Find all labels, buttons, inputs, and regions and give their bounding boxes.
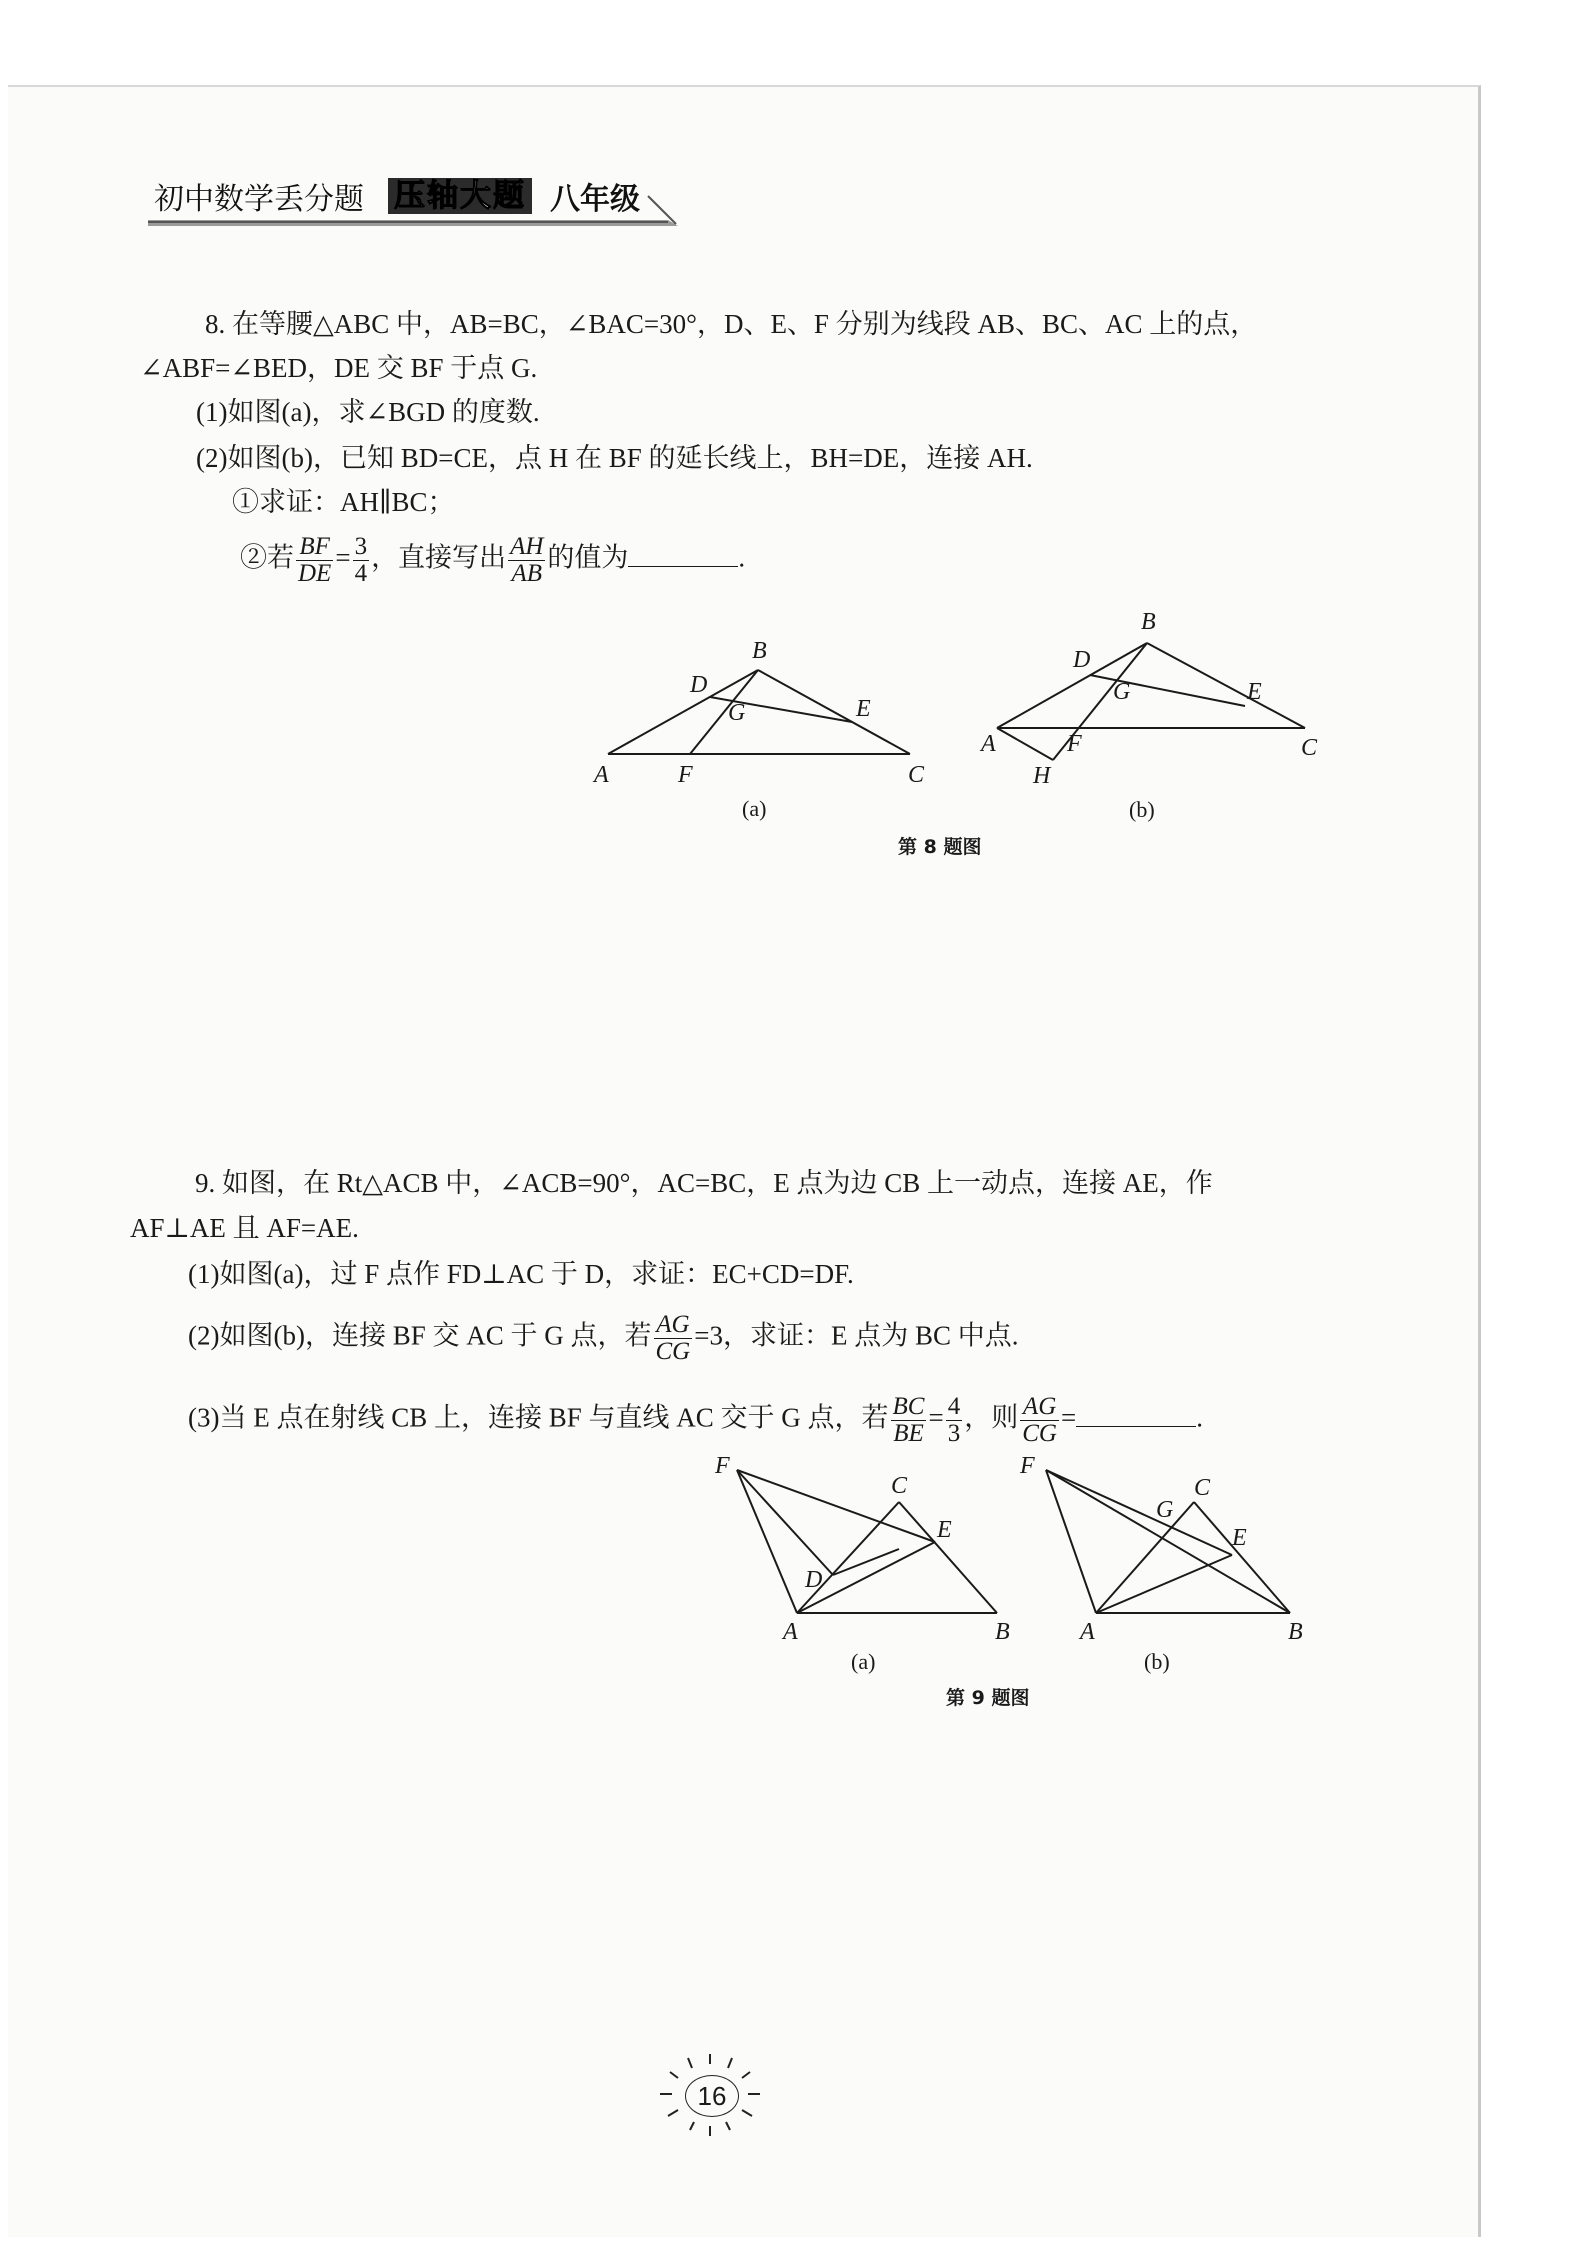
q9b-label-f: F xyxy=(1020,1453,1035,1479)
q9-line1: 9. 如图，在 Rt△ACB 中，∠ACB=90°，AC=BC，E 点为边 CB 上一动点，连接 AE，作 xyxy=(195,1168,1213,1198)
q8a-label-e: E xyxy=(856,696,871,722)
fraction-numerator: AG xyxy=(654,1312,693,1339)
q9-part3-prefix: (3)当 E 点在射线 CB 上，连接 BF 与直线 AC 交于 G 点，若 xyxy=(188,1402,889,1433)
fraction-ag-cg-2 xyxy=(1020,1394,1059,1447)
q8a-label-a: A xyxy=(594,762,609,788)
q8b-label-b: B xyxy=(1141,609,1156,635)
q8b-label-f: F xyxy=(1067,731,1082,757)
header-series-title: 初中数学丢分题 xyxy=(154,182,364,217)
q8b-label-a: A xyxy=(981,731,996,757)
q9-figure-a-diagram xyxy=(715,1455,1015,1675)
q9b-label-c: C xyxy=(1194,1475,1211,1501)
fraction-denominator: BE xyxy=(893,1420,924,1447)
q8-part2: (2)如图(b)，已知 BD=CE，点 H 在 BF 的延长线上，BH=DE，连接 AH. xyxy=(196,443,1033,473)
q9b-label-g: G xyxy=(1156,1497,1174,1523)
q8a-label-f: F xyxy=(678,762,693,788)
q8-line1: 8. 在等腰△ABC 中，AB=BC，∠BAC=30°，D、E、F 分别为线段 AB、BC、AC 上的点， xyxy=(205,309,1258,339)
page-number: 16 xyxy=(685,2075,739,2117)
fraction-4-3 xyxy=(946,1394,963,1447)
fraction-numerator: BF xyxy=(296,534,333,561)
q9a-caption: (a) xyxy=(851,1649,876,1674)
q9-part3-mid: ，则 xyxy=(964,1402,1019,1433)
q9a-label-f: F xyxy=(715,1453,730,1479)
fraction-bf-de xyxy=(296,534,333,587)
q9-part2-suffix: =3，求证：E 点为 BC 中点. xyxy=(694,1320,1019,1351)
fraction-denominator: 4 xyxy=(354,560,368,587)
fraction-3-4 xyxy=(353,534,370,587)
fraction-numerator: 4 xyxy=(947,1393,961,1420)
q8-part2b-end: . xyxy=(738,542,746,573)
q9-figure-a xyxy=(715,1455,1015,1680)
q9-part2 xyxy=(188,1312,1018,1365)
q9a-label-b: B xyxy=(995,1619,1010,1645)
q9b-label-b: B xyxy=(1288,1619,1303,1645)
q8b-label-h: H xyxy=(1033,763,1051,789)
q8a-label-d: D xyxy=(690,672,708,698)
equals-sign: = xyxy=(1060,1402,1077,1433)
fraction-denominator: CG xyxy=(655,1338,691,1365)
fraction-numerator: AG xyxy=(1020,1394,1059,1421)
q8-figure-a xyxy=(590,630,930,835)
header-grade: 八年级 xyxy=(550,182,640,217)
q9b-label-a: A xyxy=(1080,1619,1095,1645)
q9a-label-e: E xyxy=(937,1517,952,1543)
q8-part2b xyxy=(240,534,745,587)
q9-figure-b-diagram xyxy=(1010,1455,1310,1675)
q8-figure-b xyxy=(975,605,1335,840)
equals-sign: = xyxy=(335,542,351,573)
q8a-label-g: G xyxy=(728,700,746,726)
fraction-denominator: AB xyxy=(511,560,542,587)
q9-part2-prefix: (2)如图(b)，连接 BF 交 AC 于 G 点，若 xyxy=(188,1320,652,1351)
q8-figure-b-diagram xyxy=(975,605,1335,835)
q9b-label-e: E xyxy=(1232,1525,1247,1551)
q8b-label-c: C xyxy=(1301,735,1318,761)
q9-figure-b xyxy=(1010,1455,1310,1680)
q8-figure-caption: 第 8 题图 xyxy=(898,836,982,858)
answer-blank[interactable] xyxy=(1076,1404,1196,1427)
q8b-label-e: E xyxy=(1247,679,1262,705)
q8-figure-a-diagram xyxy=(590,630,930,830)
fraction-numerator: 3 xyxy=(354,533,368,560)
q8-part2b-mid: ，直接写出 xyxy=(371,542,507,573)
q9-part1: (1)如图(a)，过 F 点作 FD⊥AC 于 D，求证：EC+CD=DF. xyxy=(188,1259,854,1289)
q9a-label-c: C xyxy=(891,1473,908,1499)
fraction-denominator: DE xyxy=(298,560,332,587)
q8-part1: (1)如图(a)，求∠BGD 的度数. xyxy=(196,397,540,427)
fraction-numerator: AH xyxy=(510,533,544,560)
q8b-label-d: D xyxy=(1073,647,1091,673)
q8b-label-g: G xyxy=(1113,679,1131,705)
fraction-ag-cg xyxy=(654,1312,693,1365)
q9a-label-d: D xyxy=(805,1567,823,1593)
fraction-denominator: CG xyxy=(1022,1420,1057,1447)
q8-part2b-suffix: 的值为 xyxy=(547,542,629,573)
q9-part3-end: . xyxy=(1196,1402,1203,1433)
q9a-label-a: A xyxy=(783,1619,798,1645)
fraction-denominator: 3 xyxy=(947,1420,961,1447)
header-banner xyxy=(148,176,678,226)
q8-line2: ∠ABF=∠BED，DE 交 BF 于点 G. xyxy=(140,353,538,383)
answer-blank[interactable] xyxy=(628,544,738,567)
equals-sign: = xyxy=(928,1402,944,1433)
fraction-numerator: BC xyxy=(892,1393,925,1420)
q9-part3 xyxy=(188,1394,1203,1447)
header-brand: 压轴大题 xyxy=(388,178,532,214)
q8-part2a: ①求证：AH∥BC； xyxy=(232,487,455,517)
q8a-caption: (a) xyxy=(742,796,767,821)
page-number-badge xyxy=(640,2050,780,2140)
q9-figure-caption: 第 9 题图 xyxy=(946,1687,1030,1709)
fraction-bc-be xyxy=(891,1394,927,1447)
fraction-ah-ab xyxy=(508,534,545,587)
q8b-caption: (b) xyxy=(1129,797,1155,822)
q8a-label-b: B xyxy=(752,638,767,664)
q9-line2: AF⊥AE 且 AF=AE. xyxy=(130,1213,359,1243)
q8a-label-c: C xyxy=(908,762,925,788)
q9b-caption: (b) xyxy=(1144,1649,1170,1674)
q8-part2b-prefix: ②若 xyxy=(240,542,294,573)
